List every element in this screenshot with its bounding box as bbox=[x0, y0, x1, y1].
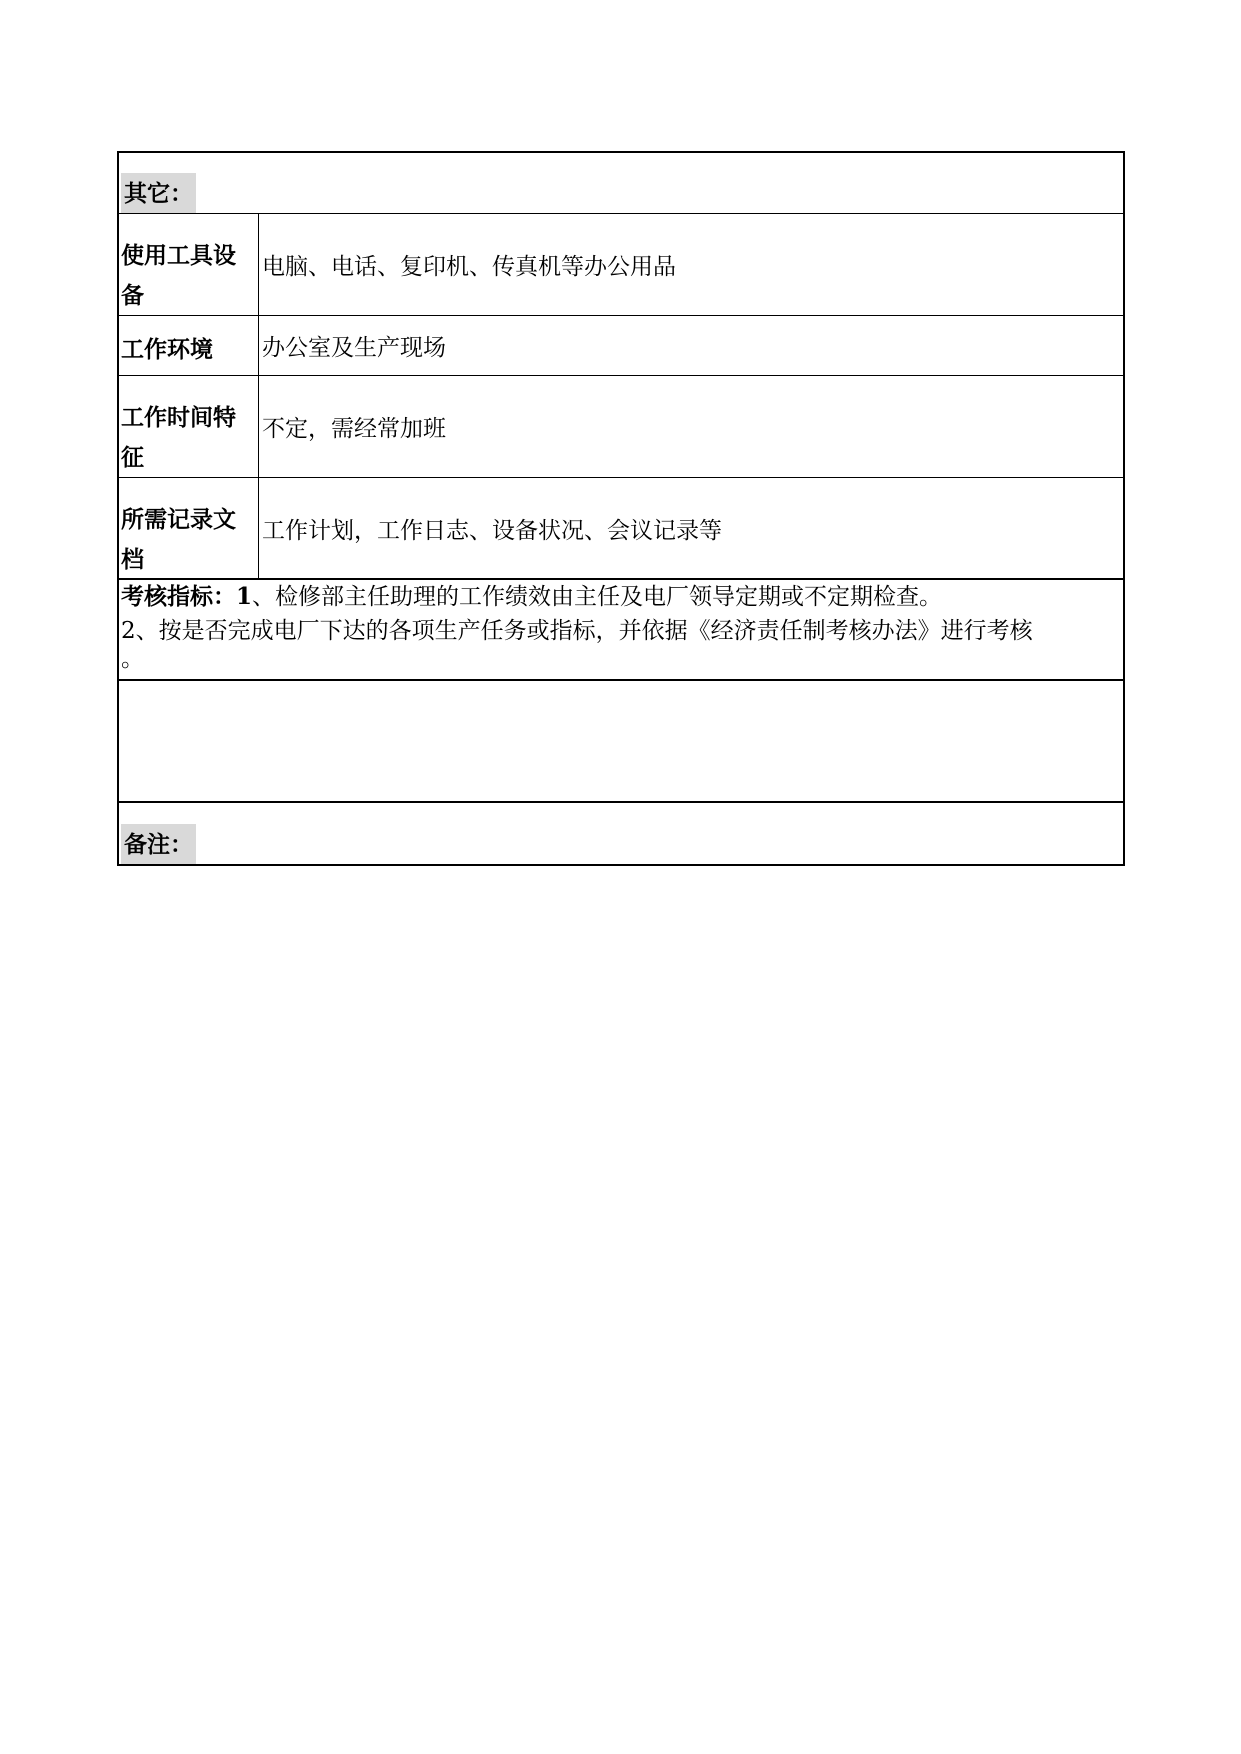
remarks-section-label: 备注： bbox=[121, 824, 196, 864]
remarks-section-row bbox=[119, 803, 1123, 864]
kpi-title: 考核指标： bbox=[121, 583, 236, 610]
kpi-item1-number: 1 bbox=[236, 583, 253, 610]
work-time-label: 工作时间特征 bbox=[119, 376, 259, 477]
job-description-table bbox=[117, 151, 1125, 866]
blank-row bbox=[119, 681, 1123, 803]
kpi-item1-text: 、检修部主任助理的工作绩效由主任及电厂领导定期或不定期检查。 bbox=[252, 584, 943, 610]
tools-equipment-row bbox=[119, 214, 1123, 316]
other-section-label: 其它： bbox=[121, 173, 196, 213]
work-time-value: 不定，需经常加班 bbox=[262, 416, 446, 442]
kpi-row bbox=[119, 580, 1123, 681]
kpi-item2-tail: 。 bbox=[121, 646, 144, 672]
required-records-value: 工作计划，工作日志、设备状况、会议记录等 bbox=[262, 517, 722, 544]
other-section-row bbox=[119, 153, 1123, 214]
kpi-line-1 bbox=[121, 580, 1121, 614]
required-records-label: 所需记录文档 bbox=[119, 478, 259, 578]
required-records-row bbox=[119, 478, 1123, 580]
work-environment-row bbox=[119, 316, 1123, 376]
work-environment-value: 办公室及生产现场 bbox=[262, 335, 446, 361]
tools-equipment-label: 使用工具设备 bbox=[119, 214, 259, 315]
kpi-item2-text: 2、按是否完成电厂下达的各项生产任务或指标，并依据《经济责任制考核办法》进行考核 bbox=[121, 618, 1033, 644]
tools-equipment-value: 电脑、电话、复印机、传真机等办公用品 bbox=[262, 254, 676, 280]
work-environment-label: 工作环境 bbox=[119, 316, 259, 375]
work-time-row bbox=[119, 376, 1123, 478]
